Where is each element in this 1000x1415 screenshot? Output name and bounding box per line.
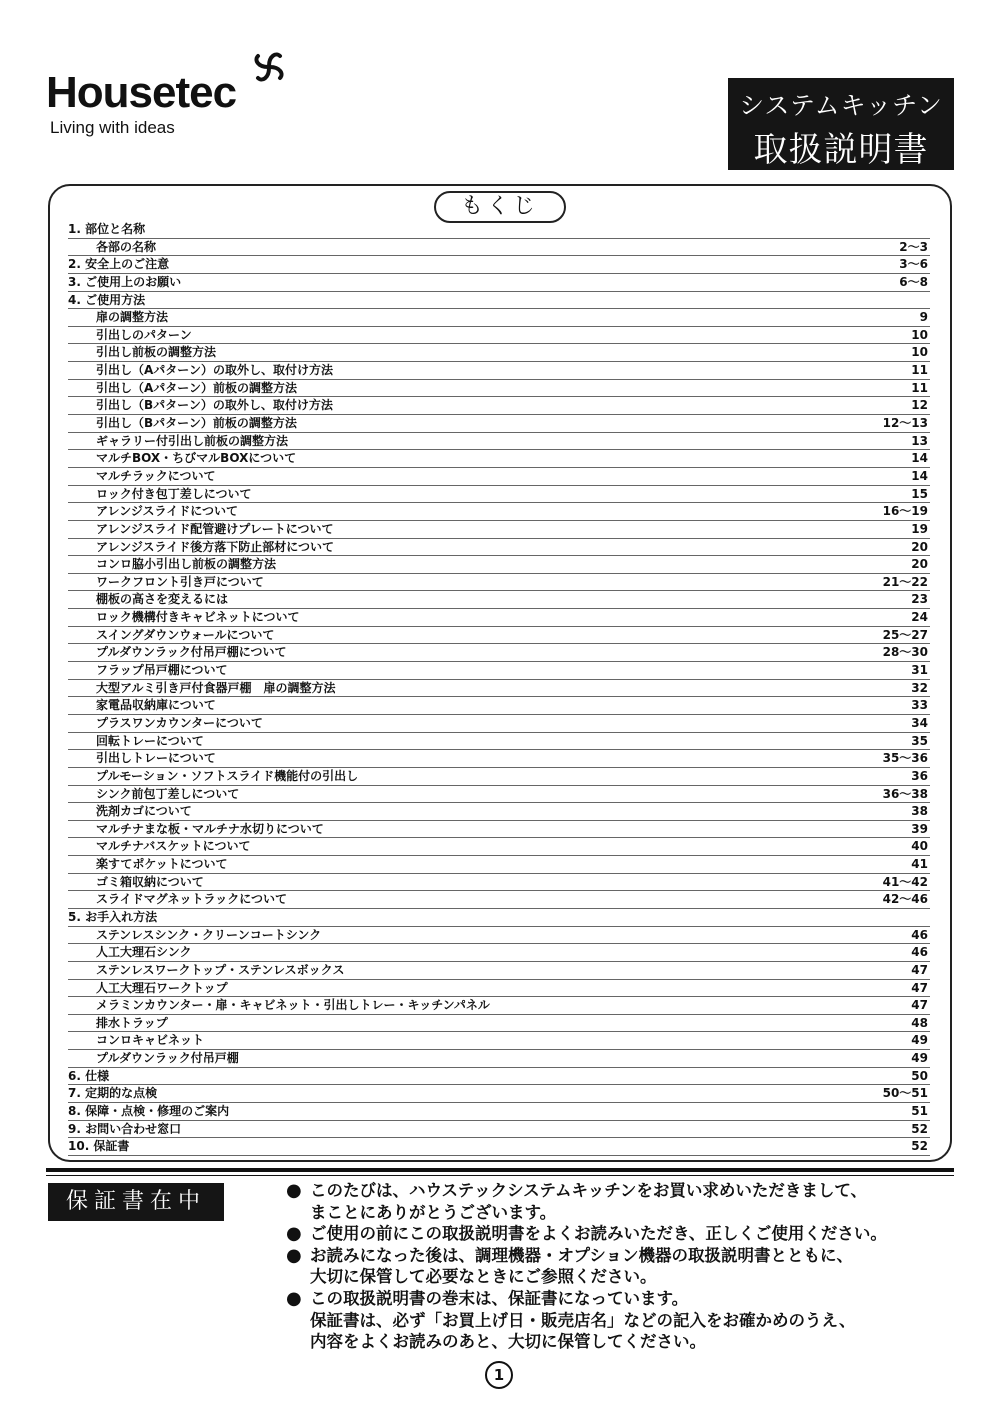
toc-entry-page: 11 xyxy=(911,380,928,395)
toc-entry xyxy=(68,380,930,398)
toc-entry-page: 32 xyxy=(911,680,928,695)
toc-entry xyxy=(68,768,930,786)
toc-entry-page: 6～8 xyxy=(899,274,928,289)
toc-entry-label: コンロキャビネット xyxy=(96,1033,205,1048)
toc-entry-page: 15 xyxy=(911,486,928,501)
page-number: 1 xyxy=(485,1361,513,1389)
toc-entry-label: 引出しトレーについて xyxy=(96,751,216,766)
toc-entry xyxy=(68,433,930,451)
toc-entry-label: 3. ご使用上のお願い xyxy=(68,274,182,289)
toc-entry-label: 引出しのパターン xyxy=(96,327,192,342)
toc-entry-page: 23 xyxy=(911,592,928,607)
toc-entry xyxy=(68,1103,930,1121)
swirl-logo-icon xyxy=(246,44,292,90)
toc-entry-label: プルモーション・ソフトスライド機能付の引出し xyxy=(96,768,359,783)
bullet-icon: ● xyxy=(286,1244,302,1266)
toc-entry-label: 5. お手入れ方法 xyxy=(68,909,158,924)
toc-entry-label: スライドマグネットラックについて xyxy=(96,892,288,907)
toc-entry-page: 39 xyxy=(911,821,928,836)
toc-entry-page: 35 xyxy=(911,733,928,748)
toc-entry xyxy=(68,680,930,698)
toc-entry-page: 48 xyxy=(911,1015,928,1030)
toc-entry-label: プラスワンカウンターについて xyxy=(96,715,263,730)
toc-entry-page: 49 xyxy=(911,1051,928,1066)
toc-entry-page: 52 xyxy=(911,1139,928,1154)
toc-entry-label: 1. 部位と名称 xyxy=(68,222,146,236)
toc-entry xyxy=(68,1015,930,1033)
toc-entry xyxy=(68,821,930,839)
toc-entry xyxy=(68,838,930,856)
toc-entry-page: 50 xyxy=(911,1068,928,1083)
toc-entry-label: ロック付き包丁差しについて xyxy=(96,486,252,501)
toc-entry xyxy=(68,344,930,362)
toc-entry-page: 11 xyxy=(911,363,928,378)
toc-entry xyxy=(68,962,930,980)
toc-entry-page: 20 xyxy=(911,557,928,572)
notice-line: このたびは、ハウステックシステムキッチンをお買い求めいただきまして、 xyxy=(310,1181,868,1200)
toc-entry-page: 31 xyxy=(911,663,928,678)
toc-entry xyxy=(68,644,930,662)
bullet-icon: ● xyxy=(286,1180,302,1201)
toc-entry-page: 25～27 xyxy=(882,627,928,642)
toc-entry-page: 41～42 xyxy=(882,874,928,889)
toc-entry-label: 8. 保障・点検・修理のご案内 xyxy=(68,1104,230,1119)
toc-entry-page: 35～36 xyxy=(882,751,928,766)
toc-entry-label: 家電品収納庫について xyxy=(96,698,216,713)
toc-entry-label: 引出し（Bパターン）前板の調整方法 xyxy=(96,416,297,431)
warranty-badge: 保証書在中 xyxy=(48,1183,224,1221)
notice-item xyxy=(286,1288,966,1353)
toc-entry-page: 41 xyxy=(911,857,928,872)
toc-entry xyxy=(68,362,930,380)
toc-entry-label: マルチナまな板・マルチナ水切りについて xyxy=(96,821,324,836)
toc-entry-page: 50～51 xyxy=(882,1086,928,1101)
toc-entry-label: コンロ脇小引出し前板の調整方法 xyxy=(96,557,277,572)
document-subtitle: システムキッチン xyxy=(739,91,943,120)
toc-entry xyxy=(68,292,930,310)
toc-entry xyxy=(68,539,930,557)
toc-entry xyxy=(68,715,930,733)
notice-line: 保証書は、必ず「お買上げ日・販売店名」などの記入をお確かめのうえ、 xyxy=(310,1310,856,1330)
toc-entry-label: ステンレスワークトップ・ステンレスボックス xyxy=(96,962,345,977)
toc-entry xyxy=(68,309,930,327)
toc-entry-label: 4. ご使用方法 xyxy=(68,292,146,307)
toc-entry-page: 47 xyxy=(911,980,928,995)
toc-entry-label: ゴミ箱収納について xyxy=(96,874,204,889)
toc-entry xyxy=(68,750,930,768)
toc-entry-page: 46 xyxy=(911,945,928,960)
toc-entry-page: 12～13 xyxy=(882,416,928,431)
document-title: 取扱説明書 xyxy=(753,130,929,170)
brand-logo xyxy=(46,44,306,144)
bullet-icon: ● xyxy=(286,1287,302,1309)
notice-line: この取扱説明書の巻末は、保証書になっています。 xyxy=(310,1288,689,1308)
toc-entry-label: ステンレスシンク・クリーンコートシンク xyxy=(96,927,322,942)
toc-entry-label: アレンジスライドについて xyxy=(96,504,238,519)
toc-entry xyxy=(68,786,930,804)
bullet-icon: ● xyxy=(286,1223,302,1245)
toc-entry xyxy=(68,503,930,521)
toc-entry xyxy=(68,397,930,415)
toc-entry xyxy=(68,944,930,962)
divider-thick xyxy=(46,1168,954,1172)
notice-line: 内容をよくお読みのあと、大切に保管してください。 xyxy=(310,1332,706,1352)
toc-entry xyxy=(68,803,930,821)
toc-entry-label: 人工大理石シンク xyxy=(96,945,192,960)
toc-entry xyxy=(68,274,930,292)
toc-entry-page: 3～6 xyxy=(899,257,928,272)
toc-entry-label: 引出し（Aパターン）の取外し、取付け方法 xyxy=(96,363,334,378)
toc-entry-label: 扉の調整方法 xyxy=(96,310,169,325)
notice-line: 大切に保管して必要なときにご参照ください。 xyxy=(310,1267,657,1287)
toc-entry-page: 36 xyxy=(911,768,928,783)
toc-entry xyxy=(68,733,930,751)
toc-entry xyxy=(68,256,930,274)
toc-entry xyxy=(68,1068,930,1086)
toc-entry-label: アレンジスライド後方落下防止部材について xyxy=(96,539,334,554)
toc-entry xyxy=(68,891,930,909)
toc-entry xyxy=(68,1138,930,1156)
toc-entry xyxy=(68,609,930,627)
toc-entry-page: 28～30 xyxy=(882,645,928,660)
toc-entry xyxy=(68,327,930,345)
toc-entry-page: 38 xyxy=(911,804,928,819)
toc-list xyxy=(68,221,930,1156)
toc-entry xyxy=(68,1085,930,1103)
toc-entry xyxy=(68,574,930,592)
toc-entry-page: 24 xyxy=(911,610,928,625)
toc-entry-label: 洗剤カゴについて xyxy=(96,804,192,819)
toc-entry-page: 2～3 xyxy=(899,239,928,254)
toc-entry-label: 7. 定期的な点検 xyxy=(68,1086,158,1101)
toc-entry-page: 14 xyxy=(911,468,928,483)
toc-entry xyxy=(68,486,930,504)
toc-entry xyxy=(68,450,930,468)
toc-entry-page: 33 xyxy=(911,698,928,713)
toc-entry xyxy=(68,415,930,433)
toc-entry xyxy=(68,874,930,892)
toc-entry-page: 36～38 xyxy=(882,786,928,801)
notice-item xyxy=(286,1223,966,1245)
toc-entry-page: 10 xyxy=(911,327,928,342)
toc-entry xyxy=(68,221,930,239)
toc-entry xyxy=(68,521,930,539)
toc-entry-label: 人工大理石ワークトップ xyxy=(96,980,228,995)
toc-entry-label: フラップ吊戸棚について xyxy=(96,663,228,678)
toc-entry xyxy=(68,468,930,486)
toc-entry-page: 20 xyxy=(911,539,928,554)
toc-entry-label: 各部の名称 xyxy=(96,239,157,254)
toc-entry-label: 9. お問い合わせ窓口 xyxy=(68,1121,182,1136)
toc-entry xyxy=(68,856,930,874)
notice-line: ご使用の前にこの取扱説明書をよくお読みいただき、正しくご使用ください。 xyxy=(310,1224,887,1244)
toc-entry-label: 引出し（Aパターン）前板の調整方法 xyxy=(96,380,298,395)
toc-entry-label: ワークフロント引き戸について xyxy=(96,574,264,589)
toc-entry xyxy=(68,997,930,1015)
toc-entry-page: 21～22 xyxy=(882,574,928,589)
toc-entry-page: 14 xyxy=(911,451,928,466)
toc-entry-page: 19 xyxy=(911,521,928,536)
toc-heading: もくじ xyxy=(434,191,566,223)
toc-entry-label: ギャラリー付引出し前板の調整方法 xyxy=(96,433,289,448)
toc-entry-page: 13 xyxy=(911,433,928,448)
toc-entry-page: 9 xyxy=(919,310,928,325)
toc-entry-label: 2. 安全上のご注意 xyxy=(68,257,170,272)
notice-item xyxy=(286,1245,966,1288)
toc-entry xyxy=(68,662,930,680)
toc-entry-page: 10 xyxy=(911,345,928,360)
toc-entry-label: シンク前包丁差しについて xyxy=(96,786,240,801)
toc-entry-label: 回転トレーについて xyxy=(96,733,204,748)
toc-entry-label: プルダウンラック付吊戸棚 xyxy=(96,1051,239,1066)
toc-entry-page: 47 xyxy=(911,962,928,977)
toc-entry-label: マルチBOX・ちびマルBOXについて xyxy=(96,451,297,466)
toc-entry xyxy=(68,556,930,574)
divider-thin xyxy=(46,1175,954,1176)
toc-entry-page: 49 xyxy=(911,1033,928,1048)
toc-entry xyxy=(68,627,930,645)
toc-entry-label: 6. 仕様 xyxy=(68,1068,110,1083)
toc-entry-page: 42～46 xyxy=(882,892,928,907)
toc-entry xyxy=(68,1032,930,1050)
brand-tagline: Living with ideas xyxy=(50,118,175,137)
toc-entry-page: 16～19 xyxy=(882,504,928,519)
toc-entry-label: スイングダウンウォールについて xyxy=(96,627,275,642)
toc-entry xyxy=(68,980,930,998)
toc-entry xyxy=(68,697,930,715)
toc-entry xyxy=(68,927,930,945)
toc-entry-page: 47 xyxy=(911,998,928,1013)
toc-entry-label: 引出し前板の調整方法 xyxy=(96,345,217,360)
toc-entry-page: 51 xyxy=(911,1104,928,1119)
toc-entry-page: 52 xyxy=(911,1121,928,1136)
toc-entry-label: 引出し（Bパターン）の取外し、取付け方法 xyxy=(96,398,333,413)
notice-line: お読みになった後は、調理機器・オプション機器の取扱説明書とともに、 xyxy=(310,1245,854,1265)
toc-entry-label: メラミンカウンター・扉・キャビネット・引出しトレー・キッチンパネル xyxy=(96,998,490,1013)
toc-entry-label: アレンジスライド配管避けプレートについて xyxy=(96,521,334,536)
toc-entry-page: 46 xyxy=(911,927,928,942)
toc-entry xyxy=(68,1050,930,1068)
toc-entry-label: ロック機構付きキャビネットについて xyxy=(96,610,300,625)
toc-entry xyxy=(68,591,930,609)
toc-entry-page: 34 xyxy=(911,715,928,730)
notice-item xyxy=(286,1180,966,1223)
toc-entry-label: 楽すてポケットについて xyxy=(96,857,228,872)
toc-entry-label: 大型アルミ引き戸付食器戸棚 扉の調整方法 xyxy=(96,680,336,695)
toc-entry-label: 棚板の高さを変えるには xyxy=(96,592,229,607)
toc-entry xyxy=(68,1121,930,1139)
toc-entry xyxy=(68,909,930,927)
notice-list xyxy=(286,1180,966,1353)
toc-entry-label: マルチラックについて xyxy=(96,468,216,483)
brand-name: Housetec xyxy=(46,68,237,117)
toc-entry-label: 10. 保証書 xyxy=(68,1139,130,1154)
toc-entry-label: プルダウンラック付吊戸棚について xyxy=(96,645,287,660)
toc-entry-page: 12 xyxy=(911,398,928,413)
toc-entry-page: 40 xyxy=(911,839,928,854)
toc-entry-label: マルチナバスケットについて xyxy=(96,839,251,854)
toc-entry-label: 排水トラップ xyxy=(96,1015,168,1030)
document-title-box xyxy=(728,78,954,170)
toc-entry xyxy=(68,239,930,257)
notice-line: まことにありがとうございます。 xyxy=(310,1202,557,1222)
